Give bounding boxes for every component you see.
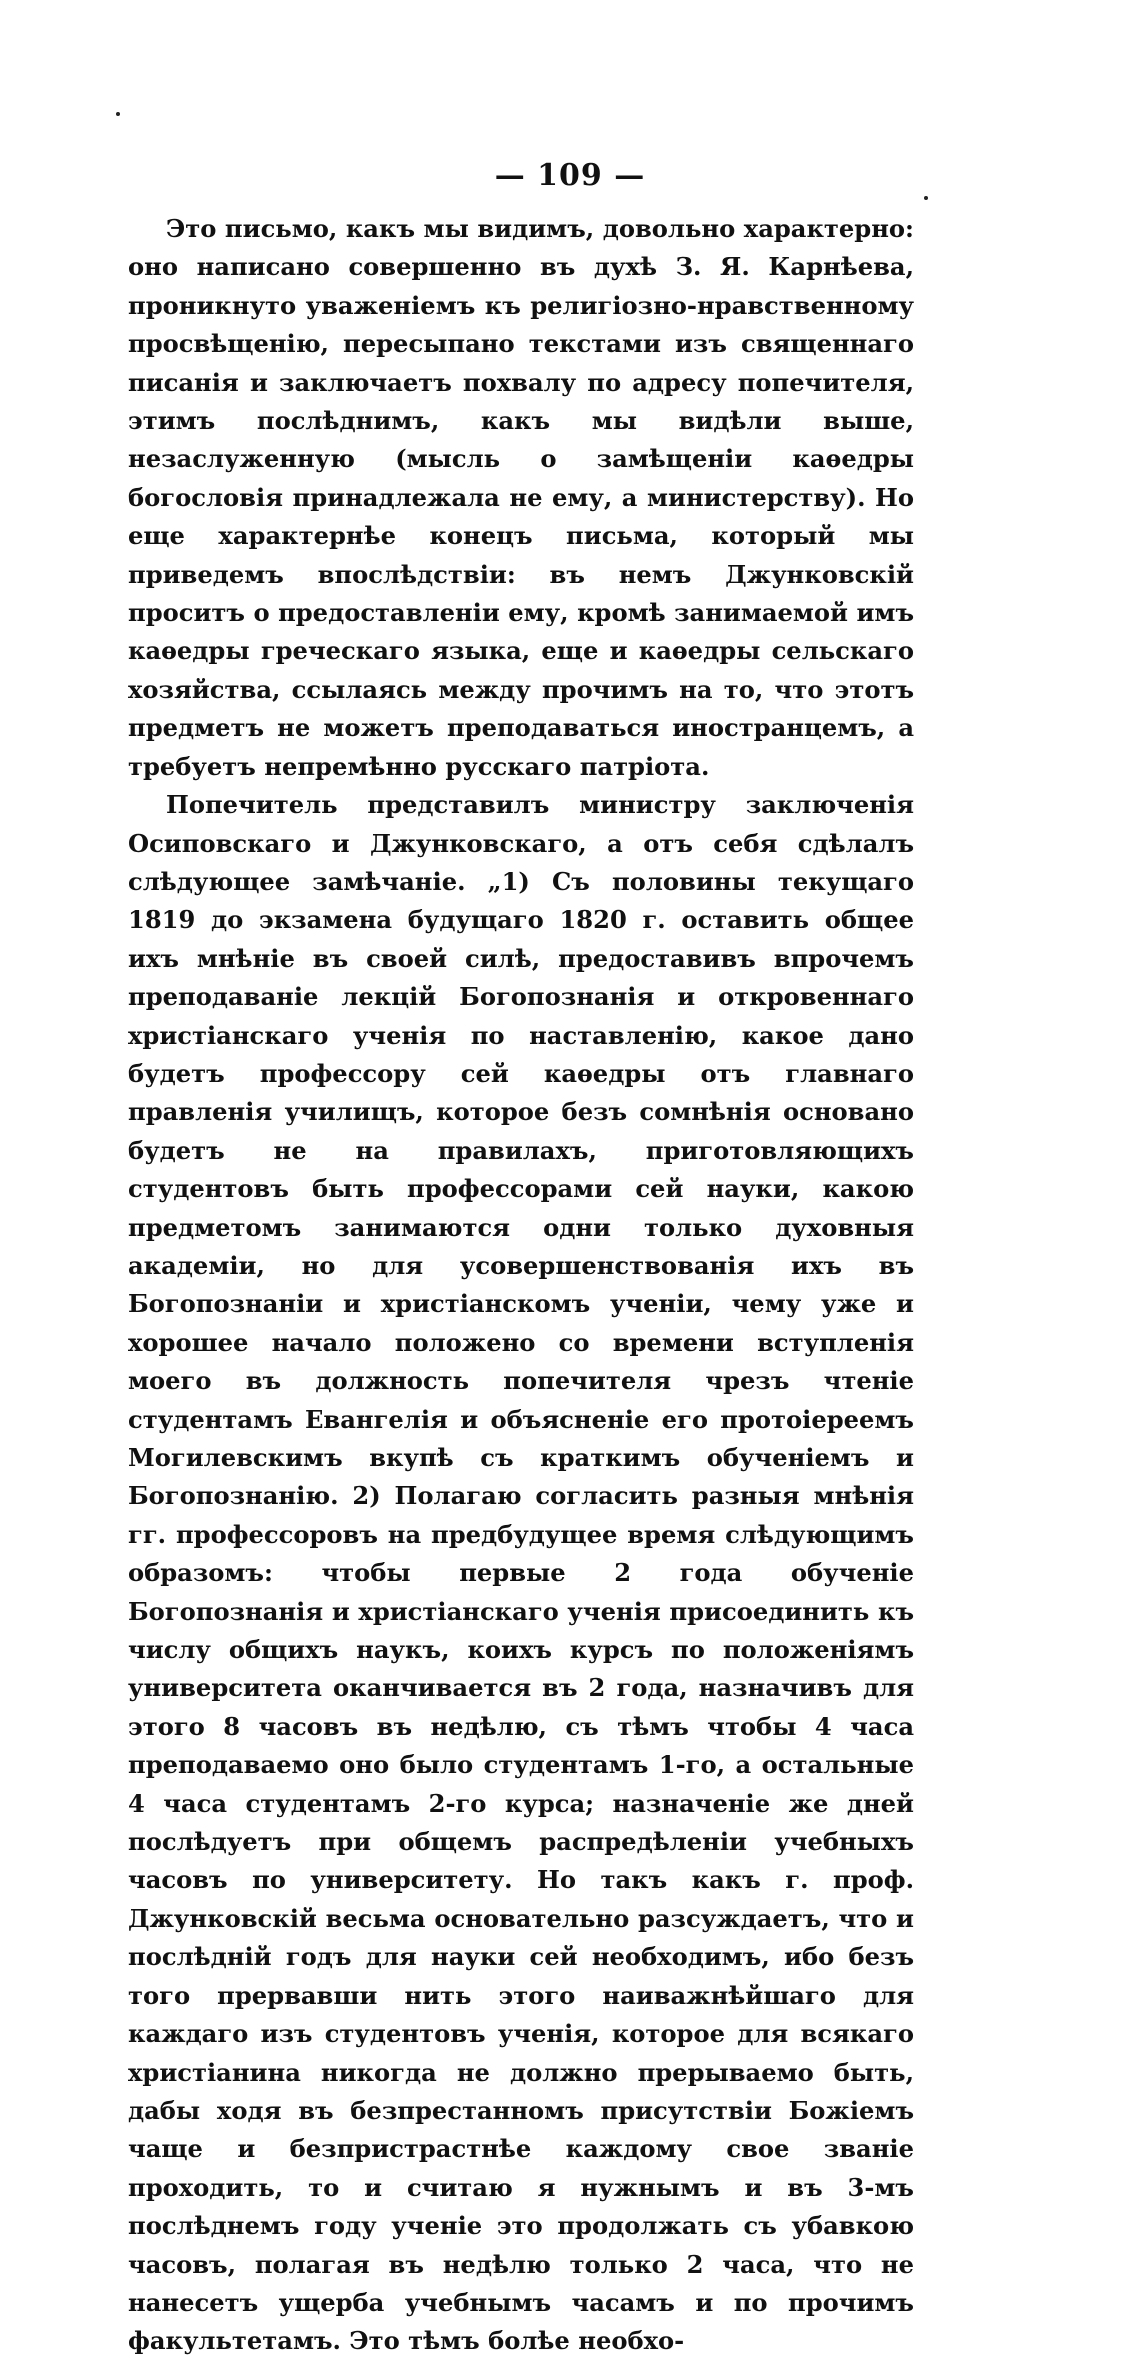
paragraph-2: Попечитель представилъ министру заключенія Осиповскаго и Джунковскаго, а отъ себя сдѣлалъ слѣдующее замѣчаніе. „1) Съ половины текущаго 1819 до экзамена будущаго 1820 г. оставить общее ихъ мнѣніе въ своей силѣ, предоставивъ впрочемъ преподаваніе лекцій Богопознанія и откровеннаго христіанскаго ученія по наставленію, какое дано будетъ профессору сей каѳедры отъ главнаго правленія училищъ, которое безъ сомнѣнія основано будетъ не на правилахъ, приготовляющихъ студентовъ быть профессорами сей науки, какою предметомъ занимаются одни только духовныя академіи, но для усовершенствованія ихъ въ Богопознаніи и христіанскомъ ученіи, чему уже и хорошее начало положено со времени вступленія моего въ должность попечителя чрезъ чтеніе студентамъ Евангелія и объясненіе его протоіереемъ Могилевскимъ вкупѣ съ краткимъ обученіемъ и Богопознанію. 2) Полагаю согласить разныя мнѣнія гг. профессоровъ на предбудущее время слѣдующимъ образомъ: чтобы первые 2 года обученіе Богопознанія и христіанскаго ученія присоединить къ числу общихъ наукъ, коихъ курсъ по положеніямъ университета оканчивается въ 2 года, назначивъ для этого 8 часовъ въ недѣлю, съ тѣмъ чтобы 4 часа преподаваемо оно было студентамъ 1-го, а остальные 4 часа студентамъ 2-го курса; назначеніе же дней послѣдуетъ при общемъ распредѣленіи учебныхъ часовъ по университету. Но такъ какъ г. проф. Джунковскій весьма основательно разсуждаетъ, что и послѣдній годъ для науки сей необходимъ, ибо безъ того прервавши нить этого наиважнѣйшаго для каждаго изъ студентовъ ученія, которое для всякаго христіанина никогда не должно прерываемо быть, дабы ходя въ безпрестанномъ присутствіи Божіемъ чаще и безпристрастнѣе каждому свое званіе проходить, то и считаю я нужнымъ и въ 3-мъ послѣднемъ году ученіе это продолжать съ убавкою часовъ, полагая въ недѣлю только 2 часа, что не нанесетъ ущерба учебнымъ часамъ и по прочимъ факультетамъ. Это тѣмъ болѣе необхо- [128, 790, 914, 2356]
paragraph-1: Это письмо, какъ мы видимъ, довольно характерно: оно написано совершенно въ духѣ З. Я. Карнѣева, проникнуто уваженіемъ къ религіозно-нравственному просвѣщенію, пересыпано текстами изъ священнаго писанія и заключаетъ похвалу по адресу попечителя, этимъ послѣднимъ, какъ мы видѣли выше, незаслуженную (мысль о замѣщеніи каѳедры богословія принадлежала не ему, а министерству). Но еще характернѣе конецъ письма, который мы приведемъ впослѣдствіи: въ немъ Джунковскій проситъ о предоставленіи ему, кромѣ занимаемой имъ каѳедры греческаго языка, еще и каѳедры сельскаго хозяйства, ссылаясь между прочимъ на то, что этотъ предметъ не можетъ преподаваться иностранцемъ, а требуетъ непремѣнно русскаго патріота. [128, 214, 914, 781]
page-number: — 109 — [494, 158, 646, 193]
print-speck [116, 112, 120, 116]
print-speck [924, 196, 928, 200]
body-text [128, 210, 914, 2361]
